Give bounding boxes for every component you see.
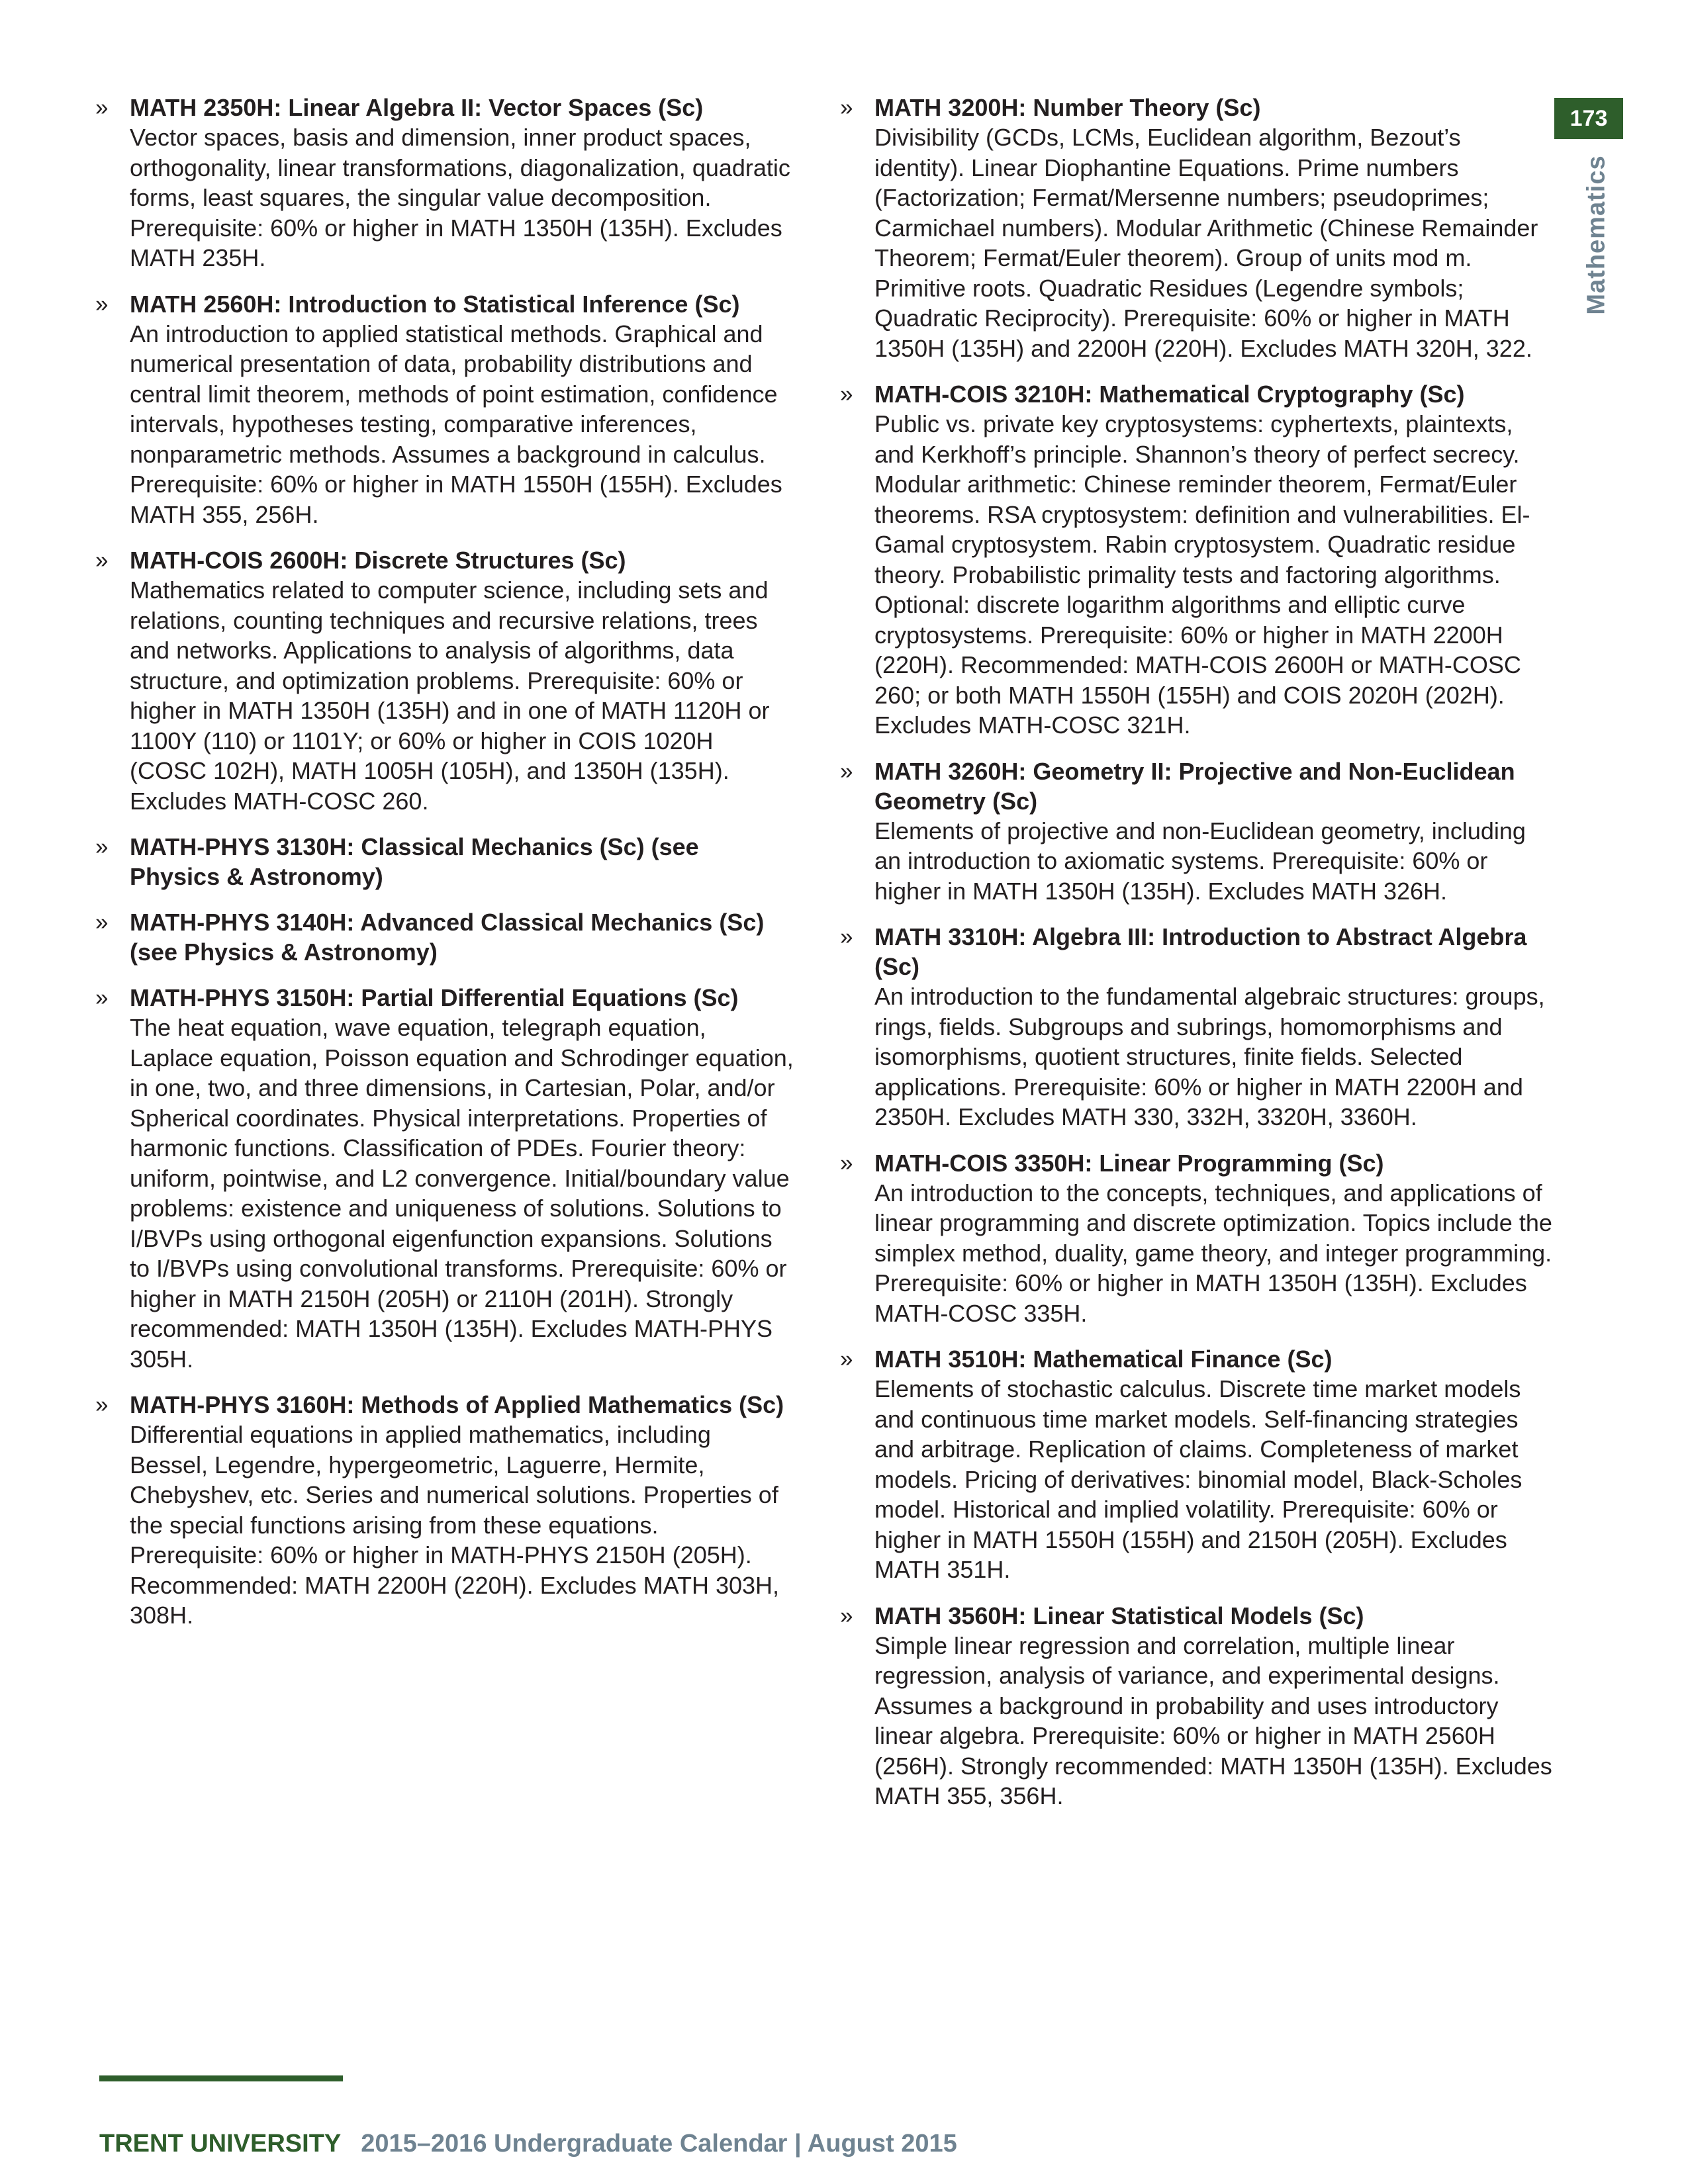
course-entry xyxy=(93,907,794,967)
course-description: Elements of stochastic calculus. Discrete time market models and continuous time market models. Self-financing strategies and arbitrage. Replication of claims. Completeness of market models. Pricing of derivatives: binomial model, Black-Scholes model. Historical and implied volatility. Prerequisite: 60% or higher in MATH 1550H (155H) and 2150H (205H). Excludes MATH 351H. xyxy=(874,1375,1523,1583)
course-title: MATH-PHYS 3140H: Advanced Classical Mechanics (Sc) (see Physics & Astronomy) xyxy=(130,909,765,966)
course-entry xyxy=(837,93,1556,363)
course-entry xyxy=(837,1601,1556,1811)
course-title: MATH 3560H: Linear Statistical Models (Sc) xyxy=(874,1602,1364,1629)
bullet-icon: » xyxy=(95,95,109,120)
course-description: An introduction to the concepts, techniques, and applications of linear programming and discrete optimization. Topics include the simplex method, duality, game theory, and integer programming. Prerequisite: 60% or higher in MATH 1350H (135H). Excludes MATH-COSC 335H. xyxy=(874,1179,1552,1327)
course-entry xyxy=(837,756,1556,907)
bullet-icon: » xyxy=(840,1346,853,1372)
course-description: Differential equations in applied mathematics, including Bessel, Legendre, hypergeometric, Laguerre, Hermite, Chebyshev, etc. Series and numerical solutions. Properties of the special functions arising from these equations. Prerequisite: 60% or higher in MATH-PHYS 2150H (205H). Recommended: MATH 2200H (220H). Excludes MATH 303H, 308H. xyxy=(130,1421,780,1629)
course-title: MATH 3310H: Algebra III: Introduction to Abstract Algebra (Sc) xyxy=(874,923,1527,980)
course-entry xyxy=(837,1148,1556,1329)
course-entry xyxy=(93,289,794,530)
bullet-icon: » xyxy=(840,924,853,950)
course-title: MATH-COIS 3210H: Mathematical Cryptography (Sc) xyxy=(874,381,1465,408)
bullet-icon: » xyxy=(95,834,109,860)
bullet-icon: » xyxy=(95,909,109,935)
course-title: MATH-COIS 2600H: Discrete Structures (Sc) xyxy=(130,547,626,574)
course-title: MATH 2350H: Linear Algebra II: Vector Spaces (Sc) xyxy=(130,94,704,121)
course-entry xyxy=(93,983,794,1374)
course-description: An introduction to applied statistical methods. Graphical and numerical presentation of data, probability distributions and central limit theorem, methods of point estimation, confidence intervals, hypotheses testing, comparative inferences, nonparametric methods. Assumes a background in calculus. Prerequisite: 60% or higher in MATH 1550H (155H). Excludes MATH 355, 256H. xyxy=(130,320,782,528)
bullet-icon: » xyxy=(840,758,853,784)
course-title: MATH-PHYS 3150H: Partial Differential Equations (Sc) xyxy=(130,984,739,1011)
bullet-icon: » xyxy=(840,1150,853,1176)
course-entry xyxy=(93,93,794,273)
course-title: MATH-PHYS 3160H: Methods of Applied Mathematics (Sc) xyxy=(130,1391,784,1418)
bullet-icon: » xyxy=(840,95,853,120)
left-column xyxy=(93,93,794,1647)
section-side-label: Mathematics xyxy=(1582,155,1611,315)
bullet-icon: » xyxy=(840,381,853,407)
course-entry xyxy=(837,1344,1556,1585)
course-title: MATH-COIS 3350H: Linear Programming (Sc) xyxy=(874,1149,1384,1177)
course-title: MATH 3200H: Number Theory (Sc) xyxy=(874,94,1261,121)
bullet-icon: » xyxy=(840,1602,853,1629)
page-number-badge: 173 xyxy=(1554,98,1623,139)
bullet-icon: » xyxy=(95,985,109,1011)
course-title: MATH-PHYS 3130H: Classical Mechanics (Sc) (see Physics & Astronomy) xyxy=(130,833,699,890)
course-description: Simple linear regression and correlation, multiple linear regression, analysis of variance, and experimental designs. Assumes a background in probability and uses introductory linear algebra. Prerequisite: 60% or higher in MATH 2560H (256H). Strongly recommended: MATH 1350H (135H). Excludes MATH 355, 356H. xyxy=(874,1631,1552,1809)
page-footer xyxy=(99,2130,957,2158)
course-entry xyxy=(93,832,794,891)
footer-university: TRENT UNIVERSITY xyxy=(99,2130,342,2158)
right-column xyxy=(837,93,1556,1827)
course-description: The heat equation, wave equation, telegraph equation, Laplace equation, Poisson equation and Schrodinger equation, in one, two, and three dimensions, in Cartesian, Polar, and/or Spherical coordinates. Physical interpretations. Properties of harmonic functions. Classification of PDEs. Fourier theory: uniform, pointwise, and L2 convergence. Initial/boundary value problems: existence and uniqueness of solutions. Solutions to I/BVPs using orthogonal eigenfunction expansions. Solutions to I/BVPs using convolutional transforms. Prerequisite: 60% or higher in MATH 2150H (205H) or 2110H (201H). Strongly recommended: MATH 1350H (135H). Excludes MATH-PHYS 305H. xyxy=(130,1014,794,1373)
bullet-icon: » xyxy=(95,547,109,573)
footer-calendar: 2015–2016 Undergraduate Calendar | August 2015 xyxy=(361,2130,957,2158)
course-title: MATH 2560H: Introduction to Statistical Inference (Sc) xyxy=(130,290,740,318)
course-description: Mathematics related to computer science, including sets and relations, counting techniques and recursive relations, trees and networks. Applications to analysis of algorithms, data structure, and optimization problems. Prerequisite: 60% or higher in MATH 1350H (135H) and in one of MATH 1120H or 1100Y (110) or 1101Y; or 60% or higher in COIS 1020H (COSC 102H), MATH 1005H (105H), and 1350H (135H). Excludes MATH-COSC 260. xyxy=(130,576,770,815)
course-entry xyxy=(837,922,1556,1132)
course-description: An introduction to the fundamental algebraic structures: groups, rings, fields. Subgroups and subrings, homomorphisms and isomorphisms, quotient structures, finite fields. Selected applications. Prerequisite: 60% or higher in MATH 2200H and 2350H. Excludes MATH 330, 332H, 3320H, 3360H. xyxy=(874,983,1545,1130)
bullet-icon: » xyxy=(95,291,109,317)
course-entry xyxy=(93,545,794,816)
course-entry xyxy=(837,379,1556,741)
course-title: MATH 3510H: Mathematical Finance (Sc) xyxy=(874,1345,1333,1373)
course-title: MATH 3260H: Geometry II: Projective and Non-Euclidean Geometry (Sc) xyxy=(874,757,1515,815)
course-description: Divisibility (GCDs, LCMs, Euclidean algorithm, Bezout’s identity). Linear Diophantine Equations. Prime numbers (Factorization; Fermat/Mersenne numbers; pseudoprimes; Carmichael numbers). Modular Arithmetic (Chinese Remainder Theorem; Fermat/Euler theorem). Group of units mod m. Primitive roots. Quadratic Residues (Legendre symbols; Quadratic Reciprocity). Prerequisite: 60% or higher in MATH 1350H (135H) and 2200H (220H). Excludes MATH 320H, 322. xyxy=(874,124,1538,362)
course-description: Elements of projective and non-Euclidean geometry, including an introduction to axiomatic systems. Prerequisite: 60% or higher in MATH 1350H (135H). Excludes MATH 326H. xyxy=(874,817,1526,905)
course-entry xyxy=(93,1390,794,1631)
course-description: Public vs. private key cryptosystems: cyphertexts, plaintexts, and Kerkhoff’s principle. Shannon’s theory of perfect secrecy. Modular arithmetic: Chinese reminder theorem, Fermat/Euler theorems. RSA cryptosystem: definition and vulnerabilities. El-Gamal cryptosystem. Rabin cryptosystem. Quadratic residue theory. Probabilistic primality tests and factoring algorithms. Optional: discrete logarithm algorithms and elliptic curve cryptosystems. Prerequisite: 60% or higher in MATH 2200H (220H). Recommended: MATH-COIS 2600H or MATH-COSC 260; or both MATH 1550H (155H) and COIS 2020H (202H). Excludes MATH-COSC 321H. xyxy=(874,410,1530,739)
footer-rule xyxy=(99,2075,343,2081)
course-description: Vector spaces, basis and dimension, inner product spaces, orthogonality, linear transformations, diagonalization, quadratic forms, least squares, the singular value decomposition. Prerequisite: 60% or higher in MATH 1350H (135H). Excludes MATH 235H. xyxy=(130,124,790,271)
bullet-icon: » xyxy=(95,1392,109,1418)
